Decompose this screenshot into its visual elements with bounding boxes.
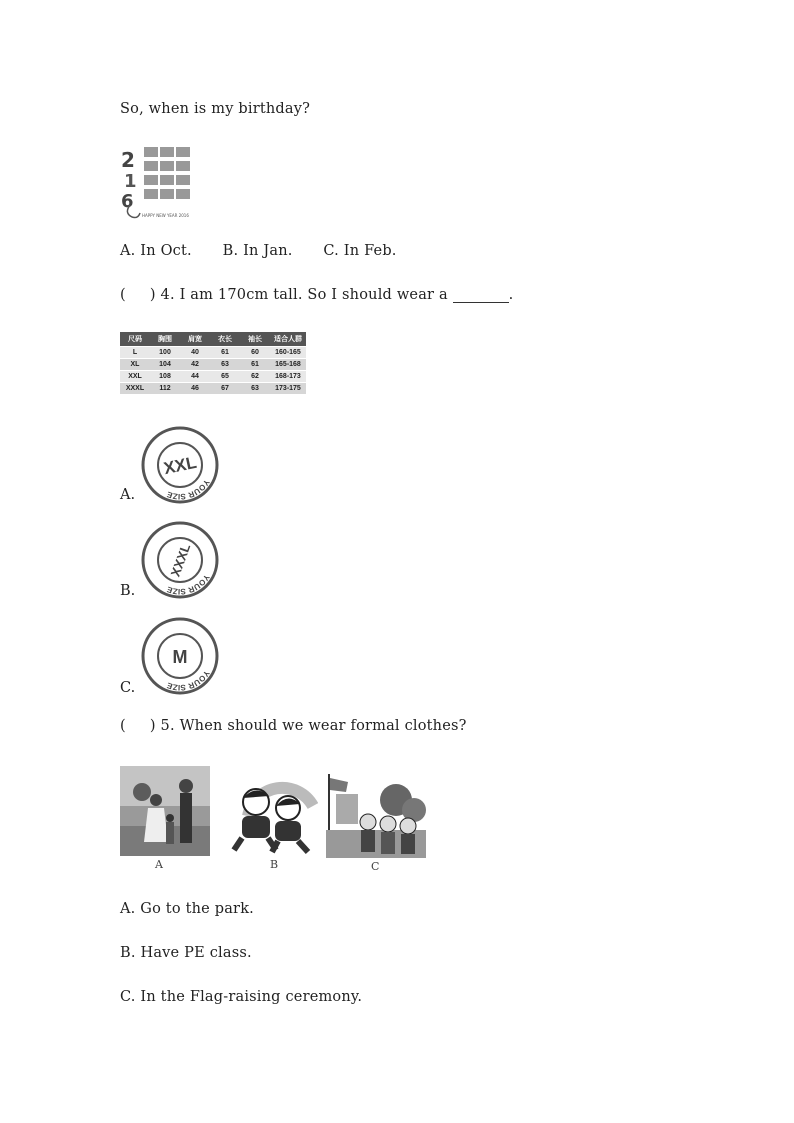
- size-table-header: 袖长: [240, 332, 270, 347]
- calendar-digit-6: 6: [121, 191, 134, 212]
- table-cell: 168-173: [270, 371, 306, 383]
- table-cell: 42: [180, 359, 210, 371]
- table-cell: 165-168: [270, 359, 306, 371]
- stamp-b-image[interactable]: [140, 520, 220, 604]
- stamp-c-graphic: [140, 616, 220, 696]
- size-table-header-row: [120, 332, 306, 347]
- table-cell: 46: [180, 383, 210, 395]
- q5-paren-close: ): [149, 718, 156, 734]
- question-3-text: So, when is my birthday?: [120, 101, 311, 117]
- picture-b-caption: B: [270, 858, 279, 871]
- table-cell: 63: [210, 359, 240, 371]
- table-cell: 44: [180, 371, 210, 383]
- q5-paren-open: (: [120, 718, 126, 734]
- q4-question-text: 4. I am 170cm tall. So I should wear a: [160, 287, 448, 303]
- stamp-c-ring-text: YOUR SIZE: [165, 668, 212, 693]
- table-cell: 40: [180, 347, 210, 359]
- picture-c-flag-raising[interactable]: [326, 770, 426, 858]
- q4-option-a-label[interactable]: A.: [120, 487, 136, 503]
- q4-paren-open: (: [120, 287, 126, 303]
- size-table-header: 胸围: [150, 332, 180, 347]
- q5-option-c[interactable]: C. In the Flag-raising ceremony.: [120, 989, 363, 1005]
- size-table-header: 肩宽: [180, 332, 210, 347]
- svg-text:YOUR SIZE: [165, 669, 211, 692]
- table-cell: 63: [240, 383, 270, 395]
- table-cell: 112: [150, 383, 180, 395]
- park-scene-graphic: [120, 766, 210, 856]
- table-cell: XL: [120, 359, 150, 371]
- table-cell: XXL: [120, 371, 150, 383]
- table-cell: XXXL: [120, 383, 150, 395]
- table-cell: 104: [150, 359, 180, 371]
- q5-option-b[interactable]: B. Have PE class.: [120, 945, 252, 961]
- table-cell: 65: [210, 371, 240, 383]
- q4-end-punct: .: [508, 287, 514, 303]
- table-cell: 61: [210, 347, 240, 359]
- pe-class-graphic: [228, 766, 318, 856]
- calendar-graphic: [120, 143, 194, 221]
- picture-a-caption: A: [155, 858, 163, 871]
- calendar-month-grid: [144, 147, 190, 199]
- q4-paren-close: ): [149, 287, 156, 303]
- table-cell: 60: [240, 347, 270, 359]
- picture-b-pe-class[interactable]: [228, 766, 318, 856]
- table-cell: L: [120, 347, 150, 359]
- svg-text:YOUR SIZE: [165, 573, 211, 596]
- q4-option-b-label[interactable]: B.: [120, 583, 136, 599]
- table-cell: 100: [150, 347, 180, 359]
- q3-option-b[interactable]: B. In Jan.: [222, 243, 293, 259]
- table-row: [120, 383, 306, 395]
- question-5: [120, 718, 467, 734]
- picture-a-park[interactable]: [120, 766, 210, 856]
- svg-text:YOUR SIZE: [165, 478, 211, 501]
- table-cell: 108: [150, 371, 180, 383]
- stamp-a-image[interactable]: [140, 425, 220, 509]
- stamp-c-image[interactable]: [140, 616, 220, 700]
- calendar-footer: HAPPY NEW YEAR 2016: [142, 213, 189, 218]
- calendar-image: [120, 143, 194, 221]
- table-row: [120, 347, 306, 359]
- stamp-c-size: M: [172, 647, 188, 667]
- q3-option-a[interactable]: A. In Oct.: [120, 243, 192, 259]
- stamp-b-graphic: [140, 520, 220, 600]
- picture-c-caption: C: [371, 860, 380, 873]
- stamp-b-ring-text: YOUR SIZE: [165, 572, 212, 597]
- q4-option-c-label[interactable]: C.: [120, 680, 136, 696]
- stamp-a-size: XXL: [161, 452, 199, 479]
- table-cell: 61: [240, 359, 270, 371]
- stamp-a-graphic: [140, 425, 220, 505]
- flag-raising-graphic: [326, 770, 426, 858]
- stamp-b-size: XXXL: [167, 541, 194, 579]
- size-table-image: [120, 332, 306, 394]
- table-cell: 173-175: [270, 383, 306, 395]
- table-cell: 160-165: [270, 347, 306, 359]
- table-row: [120, 359, 306, 371]
- question-4: [120, 287, 513, 303]
- size-table: [120, 332, 306, 394]
- calendar-digit-1: 1: [124, 171, 137, 192]
- q5-question-text: 5. When should we wear formal clothes?: [160, 718, 467, 734]
- table-row: [120, 371, 306, 383]
- q3-option-c[interactable]: C. In Feb.: [323, 243, 397, 259]
- size-table-header: 适合人群: [270, 332, 306, 347]
- q4-blank[interactable]: [453, 288, 509, 303]
- size-table-header: 衣长: [210, 332, 240, 347]
- stamp-a-ring-text: YOUR SIZE: [165, 477, 212, 502]
- q5-option-a[interactable]: A. Go to the park.: [120, 901, 254, 917]
- table-cell: 67: [210, 383, 240, 395]
- calendar-digit-2: 2: [121, 148, 135, 172]
- size-table-header: 尺码: [120, 332, 150, 347]
- question-3-options: [120, 243, 397, 259]
- table-cell: 62: [240, 371, 270, 383]
